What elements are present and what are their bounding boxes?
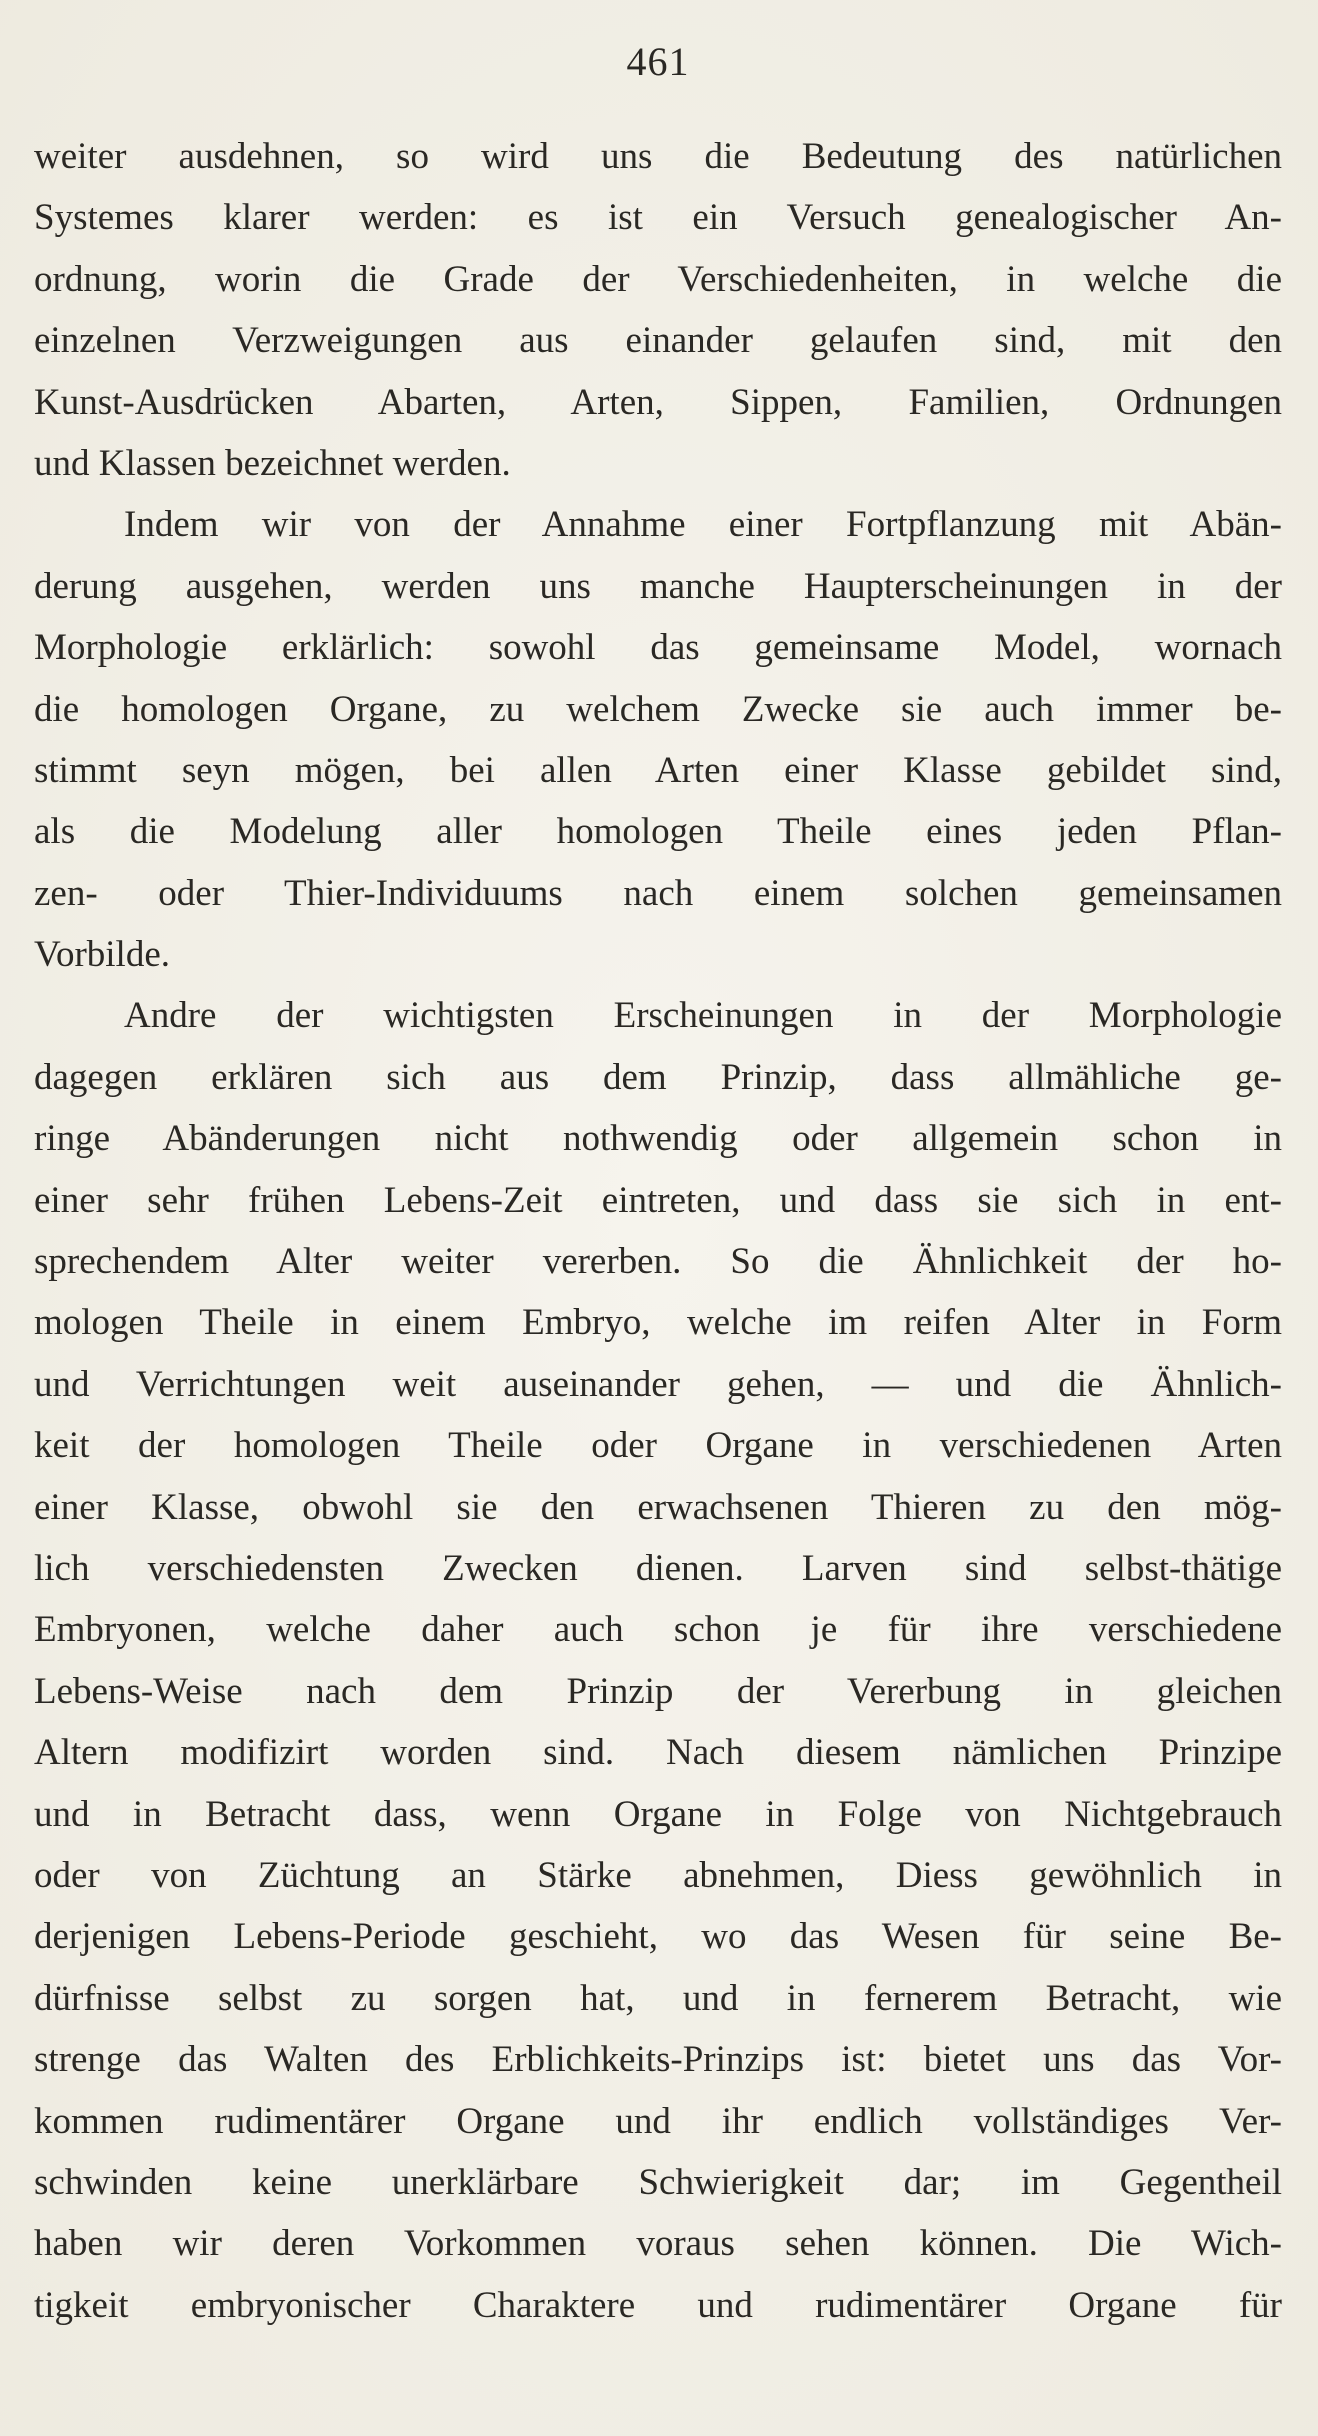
text-line: ordnung, worin die Grade der Verschiedenheiten, in welche die — [34, 258, 1282, 300]
text-line: und Klassen bezeichnet werden. — [34, 442, 511, 484]
paragraph — [34, 126, 1282, 494]
text-line: Embryonen, welche daher auch schon je für ihre verschiedene — [34, 1609, 1282, 1651]
text-line: einer sehr frühen Lebens-Zeit eintreten, und dass sie sich in ent- — [34, 1179, 1282, 1221]
text-line: lich verschiedensten Zwecken dienen. Larven sind selbst-thätige — [34, 1547, 1282, 1589]
text-line: stimmt seyn mögen, bei allen Arten einer Klasse gebildet sind, — [34, 749, 1282, 791]
text-line: strenge das Walten des Erblichkeits-Prinzips ist: bietet uns das Vor- — [34, 2039, 1282, 2081]
text-line: weiter ausdehnen, so wird uns die Bedeutung des natürlichen — [34, 136, 1282, 177]
text-line: keit der homologen Theile oder Organe in verschiedenen Arten — [34, 1425, 1282, 1467]
text-line: zen- oder Thier-Individuums nach einem solchen gemeinsamen — [34, 872, 1282, 914]
text-line: haben wir deren Vorkommen voraus sehen können. Die Wich- — [34, 2223, 1282, 2265]
text-line: Morphologie erklärlich: sowohl das gemeinsame Model, wornach — [34, 627, 1282, 669]
text-line: Altern modifizirt worden sind. Nach diesem nämlichen Prinzipe — [34, 1732, 1282, 1774]
text-line: und in Betracht dass, wenn Organe in Folge von Nichtgebrauch — [34, 1793, 1282, 1835]
page-number: 461 — [626, 39, 690, 84]
text-line: Andre der wichtigsten Erscheinungen in der Morphologie — [124, 995, 1282, 1037]
text-line: dagegen erklären sich aus dem Prinzip, dass allmähliche ge- — [34, 1056, 1282, 1098]
text-line: die homologen Organe, zu welchem Zwecke sie auch immer be- — [34, 688, 1282, 730]
text-line: schwinden keine unerklärbare Schwierigkeit dar; im Gegentheil — [34, 2161, 1282, 2203]
text-line: und Verrichtungen weit auseinander gehen, — und die Ähnlich- — [34, 1363, 1282, 1405]
paragraph — [34, 985, 1282, 2336]
text-line: Indem wir von der Annahme einer Fortpflanzung mit Abän- — [124, 504, 1282, 546]
text-body — [34, 126, 1282, 2336]
text-line: Vorbilde. — [34, 934, 171, 976]
text-line: derjenigen Lebens-Periode geschieht, wo das Wesen für seine Be- — [34, 1916, 1282, 1958]
paragraph — [34, 494, 1282, 985]
text-line: ringe Abänderungen nicht nothwendig oder allgemein schon in — [34, 1118, 1282, 1160]
text-line: einer Klasse, obwohl sie den erwachsenen Thieren zu den mög- — [34, 1486, 1282, 1528]
text-line: tigkeit embryonischer Charaktere und rudimentärer Organe für — [34, 2284, 1282, 2326]
text-line: Lebens-Weise nach dem Prinzip der Vererbung in gleichen — [34, 1670, 1282, 1712]
text-line: sprechendem Alter weiter vererben. So die Ähnlichkeit der ho- — [34, 1241, 1282, 1283]
text-line: derung ausgehen, werden uns manche Haupterscheinungen in der — [34, 565, 1282, 607]
text-line: mologen Theile in einem Embryo, welche im reifen Alter in Form — [34, 1302, 1282, 1344]
text-line: als die Modelung aller homologen Theile eines jeden Pflan- — [34, 811, 1282, 853]
text-line: einzelnen Verzweigungen aus einander gelaufen sind, mit den — [34, 320, 1282, 362]
text-line: Systemes klarer werden: es ist ein Versuch genealogischer An- — [34, 197, 1282, 239]
text-line: oder von Züchtung an Stärke abnehmen, Diess gewöhnlich in — [34, 1854, 1282, 1896]
text-line: kommen rudimentärer Organe und ihr endlich vollständiges Ver- — [34, 2100, 1282, 2142]
text-line: dürfnisse selbst zu sorgen hat, und in fernerem Betracht, wie — [34, 1977, 1282, 2019]
text-line: Kunst-Ausdrücken Abarten, Arten, Sippen, Familien, Ordnungen — [34, 381, 1282, 423]
